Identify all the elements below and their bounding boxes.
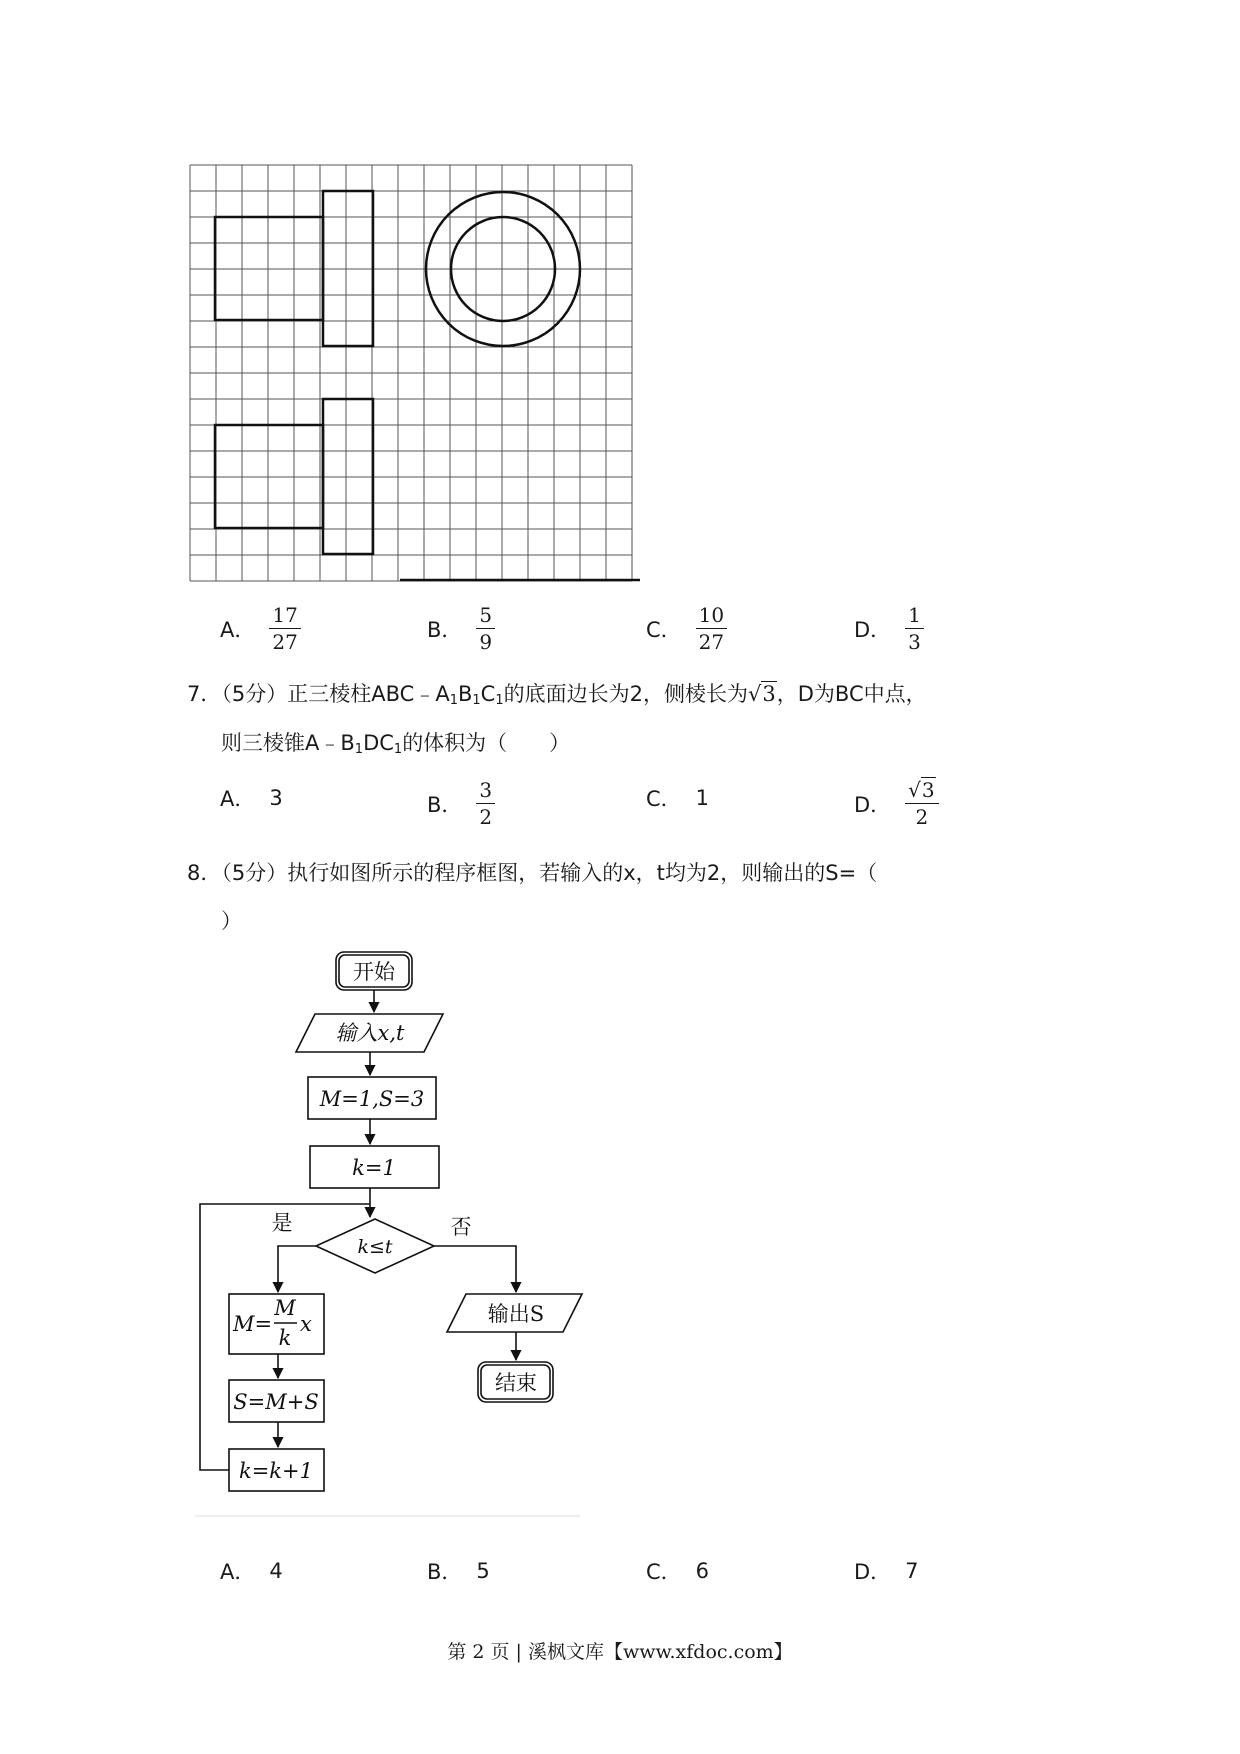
footer-brand[interactable]: 溪枫文库【www.xfdoc.com】 — [527, 1641, 793, 1663]
flow-step1-num: M — [274, 1296, 296, 1320]
page-number: 第 2 页 — [447, 1641, 510, 1663]
radicand: 3 — [762, 682, 776, 706]
numerator: 5 — [476, 605, 495, 629]
denominator: 3 — [908, 630, 921, 654]
q8-text: 执行如图所示的程序框图，若输入的x，t均为2，则输出的S=（ — [287, 861, 878, 885]
option-value: 4 — [269, 1559, 283, 1583]
option-value: 5 — [476, 1559, 490, 1583]
option-label: C． — [646, 617, 682, 642]
q7-text: 正三棱柱ABC﹣A — [287, 682, 450, 706]
flow-step1-left: M= — [233, 1312, 273, 1336]
option-value: 1 — [695, 786, 710, 810]
subscript: 1 — [393, 742, 403, 757]
q7-text: DC — [363, 731, 394, 755]
sqrt-expression: √3 — [748, 682, 776, 706]
flow-init2-label: k=1 — [352, 1156, 396, 1180]
q7-text: 则三棱锥A﹣B — [221, 731, 355, 755]
q7-text: C — [480, 682, 496, 706]
subscript: 1 — [495, 693, 504, 708]
q8-option-b[interactable] — [427, 1556, 490, 1586]
q7-stem-line2 — [221, 727, 570, 757]
page-footer — [0, 1637, 1240, 1664]
option-label: D． — [854, 617, 892, 642]
radicand: 3 — [921, 778, 935, 802]
q7-option-c[interactable] — [646, 783, 709, 813]
three-view-grid-figure — [0, 0, 1240, 600]
q7-text: B — [457, 682, 473, 706]
option-label: A． — [220, 1560, 256, 1584]
option-label: D． — [854, 1560, 892, 1584]
flow-end-label: 结束 — [495, 1371, 537, 1395]
q7-option-d[interactable] — [854, 780, 939, 827]
sqrt-expression: √3 — [908, 778, 935, 802]
option-label: B． — [427, 617, 463, 642]
flow-start-label: 开始 — [353, 960, 395, 984]
q7-option-b[interactable] — [427, 780, 495, 827]
q7-text: ，D为BC中点， — [776, 682, 927, 706]
flow-yes-label: 是 — [271, 1211, 293, 1235]
numerator: 17 — [269, 605, 300, 629]
q8-option-a[interactable] — [220, 1556, 283, 1586]
question-number: 7． — [187, 682, 222, 706]
subscript: 1 — [449, 693, 458, 708]
option-label: B． — [427, 792, 463, 817]
denominator: 27 — [272, 630, 298, 654]
numerator — [905, 780, 938, 804]
option-label: D． — [854, 792, 892, 817]
numerator: 1 — [905, 605, 924, 629]
q8-stem-line1 — [187, 857, 877, 887]
q6-option-b[interactable] — [427, 605, 495, 652]
question-score: （5分） — [221, 861, 288, 885]
question-number: 8． — [187, 861, 222, 885]
numerator: 10 — [696, 605, 727, 629]
numerator: 3 — [476, 780, 495, 804]
flow-init1-label: M=1,S=3 — [319, 1087, 425, 1111]
denominator: 27 — [698, 630, 725, 654]
option-label: C． — [646, 1560, 682, 1584]
option-label: C． — [646, 787, 682, 811]
option-label: B． — [427, 1560, 463, 1584]
q6-option-a[interactable] — [220, 605, 301, 652]
q7-stem-line1 — [187, 678, 927, 708]
flow-step2-label: S=M+S — [233, 1390, 319, 1414]
option-label: A． — [220, 787, 256, 811]
flowchart-figure — [0, 940, 640, 1540]
option-value: 6 — [695, 1559, 710, 1583]
denominator: 9 — [479, 630, 493, 654]
option-value: 7 — [905, 1559, 919, 1583]
flow-output-label: 输出S — [487, 1302, 545, 1326]
q6-option-d[interactable] — [854, 605, 924, 652]
option-value: 3 — [269, 786, 283, 810]
flow-input-label: 输入x,t — [335, 1021, 405, 1045]
fraction — [476, 780, 495, 827]
flow-no-label: 否 — [450, 1215, 472, 1239]
flow-cond-label: k≤t — [357, 1236, 393, 1258]
fraction — [476, 605, 495, 652]
q8-option-c[interactable] — [646, 1556, 709, 1586]
q7-option-a[interactable] — [220, 783, 283, 813]
denominator: 2 — [479, 805, 493, 829]
denominator: 2 — [915, 805, 929, 829]
q7-text: 的底面边长为2，侧棱长为 — [503, 682, 748, 706]
question-score: （5分） — [221, 682, 288, 706]
fraction — [696, 605, 727, 652]
option-label: A． — [220, 617, 256, 642]
q8-option-d[interactable] — [854, 1556, 919, 1586]
q7-text: 的体积为（ ） — [402, 731, 571, 755]
fraction — [905, 780, 938, 827]
subscript: 1 — [472, 693, 481, 708]
footer-separator: | — [509, 1641, 528, 1663]
q8-stem-line2 — [221, 905, 242, 935]
flow-step1-den: k — [278, 1326, 292, 1350]
q8-text: ） — [221, 909, 242, 933]
flow-step1-right: x — [300, 1312, 312, 1336]
fraction — [905, 605, 924, 652]
fraction — [269, 605, 300, 652]
q6-option-c[interactable] — [646, 605, 727, 652]
subscript: 1 — [354, 742, 364, 757]
flow-step3-label: k=k+1 — [238, 1459, 314, 1483]
